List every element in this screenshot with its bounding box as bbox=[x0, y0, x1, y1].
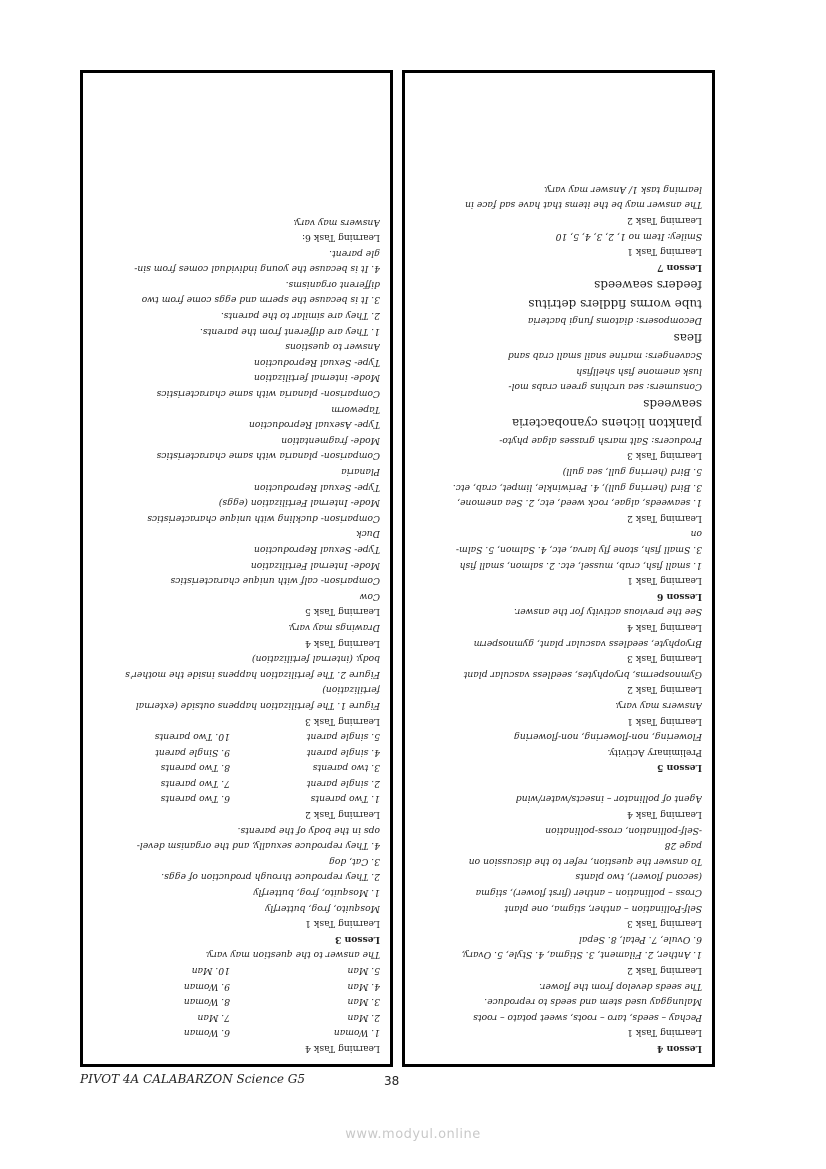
answer-line: See the previous activity for the answer. bbox=[513, 606, 702, 618]
answer-line: fleas bbox=[673, 331, 702, 346]
answer-a: 1. Woman bbox=[333, 1027, 380, 1039]
answer-line: Flowering, non-flowering, non-flowering bbox=[513, 731, 702, 743]
task-heading: Learning Task 6: bbox=[301, 232, 380, 244]
answer-line: Figure 2. The fertilization happens inside the mother's bbox=[125, 668, 380, 680]
answer-b: 7. Man bbox=[197, 1011, 230, 1023]
answer-line: 1. seaweeds, algae, rock weed, etc, 2. Sea anemone, bbox=[457, 497, 702, 509]
answer-line: Drawings may vary. bbox=[288, 621, 380, 633]
lesson-heading: Lesson 3 bbox=[334, 933, 380, 945]
answer-key-left-panel bbox=[80, 70, 393, 1067]
answer-line: Mosquito, frog, butterfly bbox=[265, 902, 380, 914]
task-heading: Learning Task 3 bbox=[305, 715, 380, 727]
answer-line: Answers may vary. bbox=[615, 699, 702, 711]
answer-line: gle parent. bbox=[329, 247, 380, 259]
answer-a: 4. Man bbox=[347, 980, 380, 992]
answer-line: Decomposers: diatoms fungi bacteria bbox=[527, 315, 702, 327]
answer-line: page 28 bbox=[664, 840, 702, 852]
answer-pair bbox=[93, 1025, 380, 1041]
answer-line: Mode- Internal Fertilization (eggs) bbox=[218, 497, 380, 509]
answer-line: 4. They reproduce sexually, and the organism devel- bbox=[136, 840, 380, 852]
answer-line: 3. Small fish, stone fly larva, etc, 4. Salmon, 5. Salm- bbox=[455, 544, 702, 555]
answer-b: 8. Two parents bbox=[160, 762, 230, 774]
answer-line: Malunggay used stem and seeds to reproduce. bbox=[484, 996, 702, 1008]
task-heading: Learning Task 1 bbox=[627, 246, 702, 258]
answer-line: 3. Cat, dog bbox=[328, 855, 380, 867]
answer-a: 5. Man bbox=[347, 965, 380, 977]
answer-a: 1. Two parents bbox=[310, 793, 380, 805]
rotated-content bbox=[83, 73, 390, 1064]
answer-line: plankton lichens cyanobacteria bbox=[511, 416, 702, 431]
footer-title: PIVOT 4A CALABARZON Science G5 bbox=[80, 1072, 305, 1086]
task-heading: Learning Task 3 bbox=[627, 450, 702, 462]
answer-line: 6. Ovule, 7. Petal, 8. Sepal bbox=[578, 933, 702, 945]
answer-line: Mode- internal fertilization bbox=[253, 372, 380, 384]
task-heading: Learning Task 4 bbox=[627, 621, 702, 633]
answer-pair bbox=[93, 994, 380, 1010]
task-heading: Learning Task 5 bbox=[305, 606, 380, 618]
answer-line: Figure 1. The fertilization happens outside (external bbox=[135, 699, 380, 711]
answer-line: 1. Mosquito, frog, butterfly bbox=[253, 887, 380, 899]
answer-line: Preliminary Activity. bbox=[607, 746, 702, 758]
answer-b: 7. Two parents bbox=[160, 777, 230, 789]
answer-key-right-panel bbox=[402, 70, 715, 1067]
answer-b: 6. Woman bbox=[183, 1027, 230, 1039]
answer-line: 5. Bird (herring gull, sea gull) bbox=[562, 466, 702, 478]
task-heading: Learning Task 4 bbox=[627, 809, 702, 821]
task-heading: Learning Task 4 bbox=[305, 637, 380, 649]
right-answer-column bbox=[405, 175, 712, 1064]
answer-line: (second flower), two plants bbox=[575, 871, 702, 883]
answer-line: Cow bbox=[359, 590, 380, 602]
answer-line: seaweeds bbox=[643, 397, 702, 412]
answer-b: 10. Man bbox=[191, 965, 230, 977]
answer-line: Comparison- duckling with unique characteristics bbox=[147, 512, 380, 524]
answer-line: tube worms fiddlers detritus bbox=[528, 296, 702, 311]
answer-line: Smiley: Item no 1, 2, 3, 4, 5, 10 bbox=[555, 230, 702, 242]
answer-line: 1. small fish, crab, mussel, etc. 2. salmon, small fish bbox=[459, 559, 702, 571]
answer-line: Pechay – seeds, taro – roots, sweet potato – roots bbox=[473, 1011, 702, 1023]
answer-line: Comparison- planaria with same characteristics bbox=[156, 450, 380, 462]
answer-line: -Self-pollination, cross-pollination bbox=[545, 824, 702, 836]
answer-b: 10. Two parents bbox=[154, 731, 230, 743]
answer-a: 2. Man bbox=[347, 1011, 380, 1023]
task-heading: Learning Task 1 bbox=[627, 575, 702, 587]
answer-line: Mode- fragmentation bbox=[281, 434, 380, 446]
answer-line: Producers: Salt marsh grasses algae phyto- bbox=[499, 434, 702, 446]
answer-line bbox=[415, 775, 702, 791]
answer-line: The answer to the question may vary. bbox=[205, 949, 380, 961]
answer-a: 4. single parent bbox=[306, 746, 380, 758]
task-heading: Learning Task 1 bbox=[305, 918, 380, 930]
answer-pair bbox=[93, 775, 380, 791]
answer-line: Self-Pollination – anther, stigma, one plant bbox=[504, 902, 702, 914]
answer-line: Comparison- planaria with same characteristics bbox=[156, 388, 380, 400]
lesson-heading: Lesson 7 bbox=[656, 261, 702, 273]
lesson-heading: Lesson 6 bbox=[656, 590, 702, 602]
answer-line: on bbox=[690, 528, 702, 540]
watermark: www.modyul.online bbox=[345, 1127, 481, 1142]
answer-line: Bryophyte, seedless vascular plant, gymnosperm bbox=[473, 637, 702, 649]
answer-line: 2. They are similar to the parents. bbox=[220, 310, 380, 322]
answer-line: 1. They are different from the parents. bbox=[200, 325, 380, 337]
answer-line: feeders seaweeds bbox=[594, 277, 702, 292]
answer-pair bbox=[93, 791, 380, 807]
task-heading: Learning Task 3 bbox=[627, 918, 702, 930]
answer-a: 2. single parent bbox=[306, 777, 380, 789]
answer-line: different organisms. bbox=[285, 278, 380, 290]
answer-pair bbox=[93, 744, 380, 760]
task-heading: Learning Task 1 bbox=[627, 1027, 702, 1039]
answer-line: Planaria bbox=[341, 466, 380, 478]
task-heading: Learning Task 2 bbox=[305, 809, 380, 821]
answer-a: 3. two parents bbox=[312, 762, 380, 774]
answer-line: Agent of pollinator – insects/water/wind bbox=[515, 793, 702, 805]
task-heading: Learning Task 4 bbox=[305, 1043, 380, 1054]
lesson-heading: Lesson 4 bbox=[656, 1043, 702, 1054]
task-heading: Learning Task 2 bbox=[627, 965, 702, 977]
answer-line: 4. It is because the young individual comes from sin- bbox=[134, 263, 380, 275]
answer-b: 9. Single parent bbox=[155, 746, 230, 758]
answer-line: body. (internal fertilization) bbox=[251, 653, 380, 665]
answer-line: ops in the body of the parents. bbox=[237, 824, 380, 836]
answer-line: Gymnosperms, bryophytes, seedless vascular plant bbox=[463, 668, 702, 680]
answer-pair bbox=[93, 1009, 380, 1025]
answer-line: 2. They reproduce through production of eggs. bbox=[161, 871, 380, 883]
answer-line: Duck bbox=[356, 528, 380, 540]
answer-pair bbox=[93, 729, 380, 745]
answer-line: The seeds develop from the flower. bbox=[539, 980, 702, 992]
answer-line: Mode- Internal Fertilization bbox=[250, 559, 380, 571]
answer-line: To answer the question, refer to the discussion on bbox=[468, 855, 702, 867]
answer-a: 5. single parent bbox=[306, 731, 380, 743]
answer-pair bbox=[93, 962, 380, 978]
task-heading: Learning Task 2 bbox=[627, 512, 702, 524]
answer-line: Consumers: sea urchins green crabs mol- bbox=[508, 381, 702, 393]
answer-line: Type- Sexual Reproduction bbox=[253, 481, 380, 493]
answer-line: learning task 1/ Answer may vary. bbox=[543, 183, 702, 195]
answer-a: 3. Man bbox=[347, 996, 380, 1008]
answer-line: The answer may be the items that have sad face in bbox=[465, 199, 702, 211]
answer-line: fertilization) bbox=[322, 684, 380, 696]
answer-line: Answer to questions bbox=[285, 341, 380, 353]
answer-b: 8. Woman bbox=[183, 996, 230, 1008]
answer-line: 1. Anther, 2. Filament, 3. Stigma, 4. Style, 5. Ovary, bbox=[461, 949, 702, 961]
answer-b: 6. Two parents bbox=[160, 793, 230, 805]
answer-b: 9. Woman bbox=[183, 980, 230, 992]
answer-line: 3. Bird (herring gull), 4. Periwinkle, limpet, crab, etc. bbox=[452, 481, 702, 493]
answer-line: Type- Sexual Reproduction bbox=[253, 356, 380, 368]
answer-line: lusk anemone fish shellfish bbox=[576, 365, 702, 377]
answer-line: Cross – pollination – anther (first flower), stigma bbox=[475, 887, 702, 899]
answer-pair bbox=[93, 978, 380, 994]
answer-line: Tapeworm bbox=[331, 403, 380, 415]
task-heading: Learning Task 2 bbox=[627, 215, 702, 227]
answer-line: Scavengers: marine snail small crab sand bbox=[507, 350, 702, 362]
answer-line: 3. It is because the sperm and eggs come from two bbox=[141, 294, 380, 306]
answer-pair bbox=[93, 760, 380, 776]
rotated-content bbox=[405, 73, 712, 1064]
left-answer-column bbox=[83, 208, 390, 1064]
answer-line: Type- Sexual Reproduction bbox=[253, 544, 380, 555]
answer-line: Comparison- calf with unique characteristics bbox=[170, 575, 380, 587]
answer-line: Type- Asexual Reproduction bbox=[248, 419, 380, 431]
answer-line: Answers may vary. bbox=[293, 216, 380, 228]
page-number: 38 bbox=[384, 1074, 400, 1088]
lesson-heading: Lesson 5 bbox=[656, 762, 702, 774]
task-heading: Learning Task 3 bbox=[627, 653, 702, 665]
task-heading: Learning Task 1 bbox=[627, 715, 702, 727]
task-heading: Learning Task 2 bbox=[627, 684, 702, 696]
